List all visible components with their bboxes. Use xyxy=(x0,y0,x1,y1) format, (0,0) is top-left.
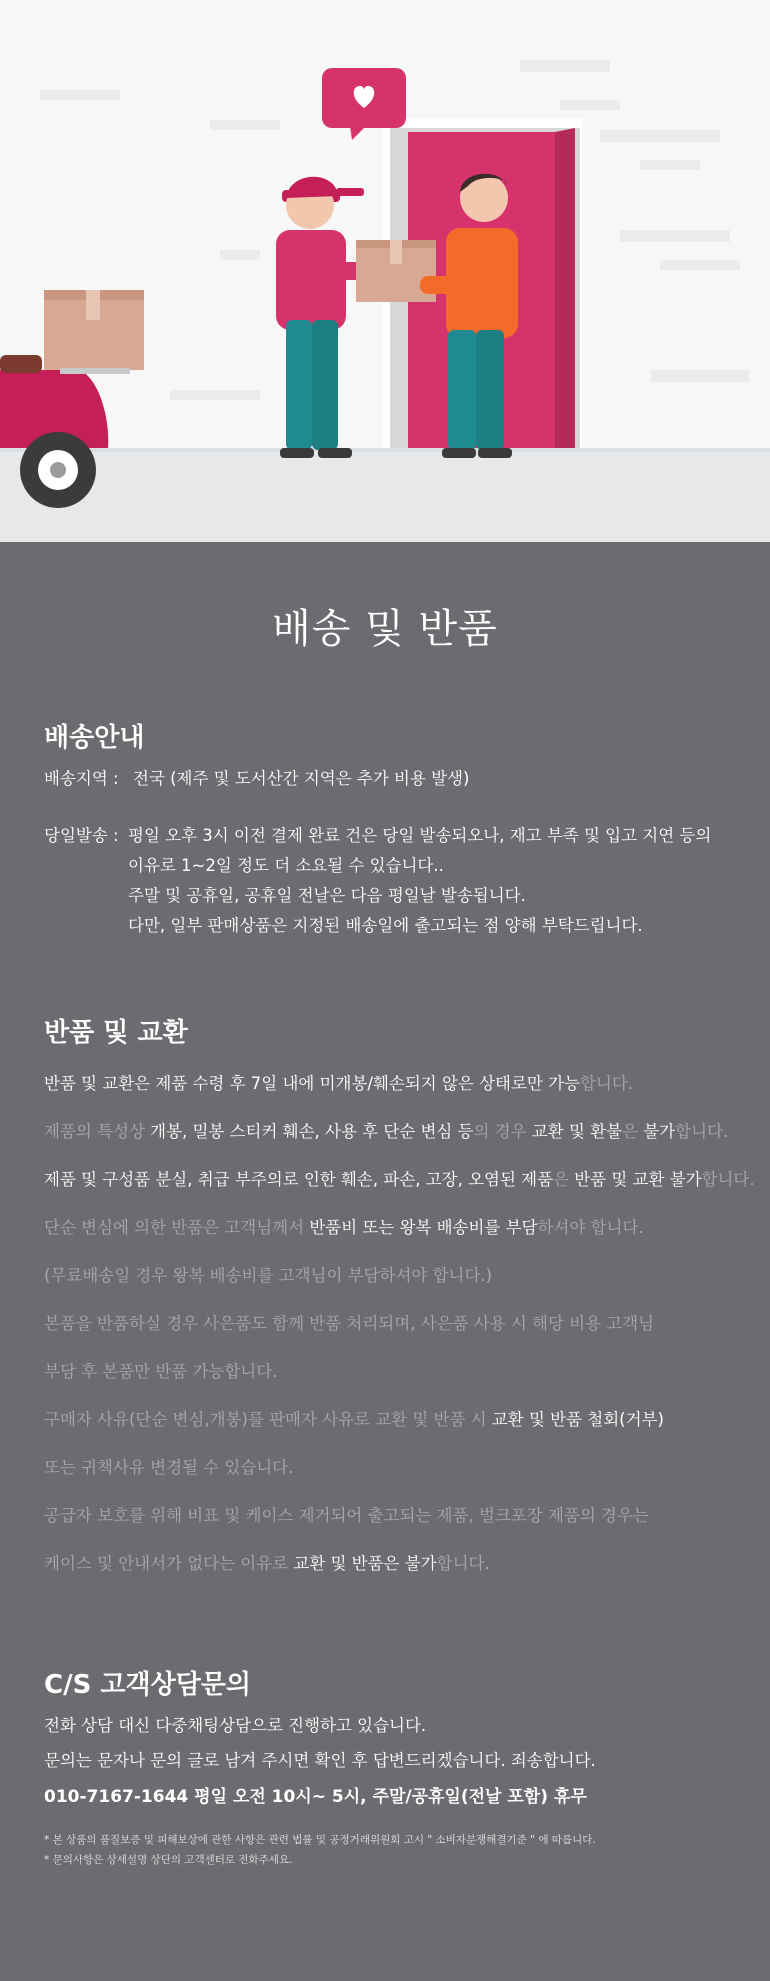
sameday-line: 평일 오후 3시 이전 결제 완료 건은 당일 발송되오나, 재고 부족 및 입고 지연 등의 xyxy=(128,826,712,845)
shipping-area-text: 전국 (제주 및 도서산간 지역은 추가 비용 발생) xyxy=(133,769,470,788)
cs-note: * 문의사항은 상세설명 상단의 고객센터로 전화주세요. xyxy=(44,1854,293,1866)
returns-line: (무료배송일 경우 왕복 배송비를 고객님이 부담하셔야 합니다.) xyxy=(44,1266,493,1285)
returns-line: 본품을 반품하실 경우 사은품도 함께 반품 처리되며, 사은품 사용 시 해당 비용 고객님 xyxy=(44,1314,655,1333)
sameday-line: 다만, 일부 판매상품은 지정된 배송일에 출고되는 점 양해 부탁드립니다. xyxy=(128,916,643,935)
returns-line: 또는 귀책사유 변경될 수 있습니다. xyxy=(44,1458,294,1477)
sameday-line: 주말 및 공휴일, 공휴일 전날은 다음 평일날 발송됩니다. xyxy=(128,886,526,905)
cs-line: 전화 상담 대신 다중채팅상담으로 진행하고 있습니다. xyxy=(44,1716,427,1735)
cs-phone-line: 010-7167-1644 평일 오전 10시~ 5시, 주말/공휴일(전날 포함) 휴무 xyxy=(44,1787,587,1807)
returns-line: 부담 후 본품만 반품 가능합니다. xyxy=(44,1362,278,1381)
delivery-illustration xyxy=(0,0,770,542)
returns-line: 공급자 보호를 위해 비표 및 케이스 제거되어 출고되는 제품, 벌크포장 제품의 경우는 xyxy=(44,1506,649,1525)
shipping-area-label: 배송지역 : xyxy=(44,769,119,788)
cs-heading: C/S 고객상담문의 xyxy=(44,1670,252,1700)
sameday-line: 이유로 1~2일 정도 더 소요될 수 있습니다.. xyxy=(128,856,444,875)
page-title: 배송 및 반품 xyxy=(272,606,498,652)
cs-note: * 본 상품의 품질보증 및 피해보상에 관한 사항은 관련 법률 및 공정거래위원회 고시 " 소비자분쟁해결기준 " 에 따릅니다. xyxy=(44,1834,596,1846)
cs-line: 문의는 문자나 문의 글로 남겨 주시면 확인 후 답변드리겠습니다. 죄송합니다. xyxy=(44,1751,596,1770)
returns-heading: 반품 및 교환 xyxy=(44,1018,188,1048)
returns-line: 제품의 특성상 개봉, 밀봉 스티커 훼손, 사용 후 단순 변심 등의 경우 교환 및 환불은 불가합니다. xyxy=(44,1122,729,1141)
shipping-heading: 배송안내 xyxy=(44,723,145,753)
returns-line: 구매자 사유(단순 변심,개봉)를 판매자 사유로 교환 및 반품 시 교환 및 반품 철회(거부) xyxy=(44,1410,664,1429)
returns-line: 단순 변심에 의한 반품은 고객님께서 반품비 또는 왕복 배송비를 부담하셔야 합니다. xyxy=(44,1218,644,1237)
returns-line: 제품 및 구성품 분실, 취급 부주의로 인한 훼손, 파손, 고장, 오염된 제품은 반품 및 교환 불가합니다. xyxy=(44,1170,755,1189)
returns-line: 반품 및 교환은 제품 수령 후 7일 내에 미개봉/훼손되지 않은 상태로만 가능합니다. xyxy=(44,1074,634,1093)
sameday-label: 당일발송 : xyxy=(44,826,119,845)
returns-line: 케이스 및 안내서가 없다는 이유로 교환 및 반품은 불가합니다. xyxy=(44,1554,490,1573)
info-section xyxy=(0,542,770,1981)
